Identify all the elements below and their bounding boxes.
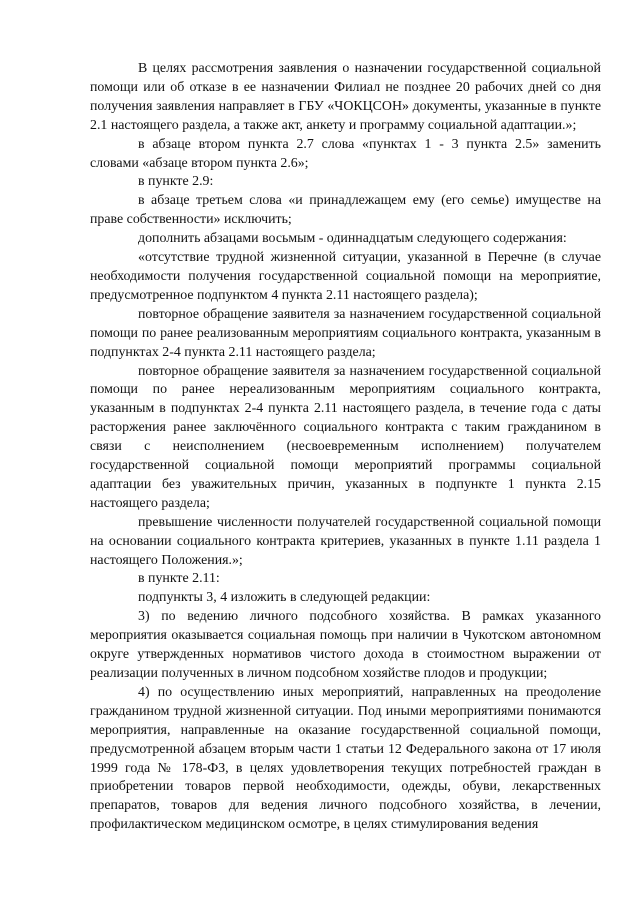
paragraph-9: превышение численности получателей государственной социальной помощи на основании социального контракта критериев, указанных в пункте 1.11 раздела 1 настоящего Положения.»; (90, 514, 601, 568)
paragraph-2: в абзаце втором пункта 2.7 слова «пунктах 1 - 3 пункта 2.5» заменить словами «абзаце втором пункта 2.6»; (90, 136, 601, 171)
paragraph-1: В целях рассмотрения заявления о назначении государственной социальной помощи или об отказе в ее назначении Филиал не позднее 20 рабочих дней со дня получения заявления направляет в ГБУ «ЧОКЦСОН» документы, указанные в пункте 2.1 настоящего раздела, а также акт, анкету и программу социальной адаптации.»; (90, 61, 601, 133)
paragraph-6: «отсутствие трудной жизненной ситуации, указанной в Перечне (в случае необходимости получения государственной социальной помощи на мероприятие, предусмотренное подпунктом 4 пункта 2.11 настоящего раздела); (90, 250, 601, 303)
paragraph-13: 4) по осуществлению иных мероприятий, направленных на преодоление гражданином трудной жизненной ситуации. Под иными мероприятиями понимаются мероприятия, направленные на оказание государственной социальной помощи, предусмотренной абзацем вторым части 1 статьи 12 Федерального закона от 17 июля 1999 года № 178-ФЗ, в целях удовлетворения текущих потребностей граждан в приобретении товаров первой необходимости, одежды, обуви, лекарственных препаратов, товаров для ведения личного подсобного хозяйства, в лечении, профилактическом медицинском осмотре, в целях стимулирования ведения (90, 684, 601, 833)
paragraph-3: в пункте 2.9: (138, 174, 214, 190)
paragraph-11: подпункты 3, 4 изложить в следующей редакции: (138, 590, 431, 606)
paragraph-4: в абзаце третьем слова «и принадлежащем ему (его семье) имуществе на праве собственности» исключить; (90, 193, 601, 228)
document-page (90, 60, 601, 835)
paragraph-12: 3) по ведению личного подсобного хозяйства. В рамках указанного мероприятия оказывается социальная помощь при наличии в Чукотском автономном округе утвержденных нормативов чистого дохода в стоимостном выражении от реализации полученных в личном подсобном хозяйстве плодов и продукции; (90, 609, 601, 681)
paragraph-7: повторное обращение заявителя за назначением государственной социальной помощи по ранее реализованным мероприятиям социального контракта, указанным в подпунктах 2-4 пункта 2.11 настоящего раздела; (90, 306, 601, 360)
paragraph-5: дополнить абзацами восьмым - одиннадцатым следующего содержания: (138, 231, 567, 247)
paragraph-8: повторное обращение заявителя за назначением государственной социальной помощи по ранее нереализованным мероприятиям социального контракта, указанным в подпунктах 2-4 пункта 2.11 настоящего раздела, в течение года с даты расторжения ранее заключённого социального контракта с таким гражданином в связи с неисполнением (несвоевременным исполнением) получателем государственной социальной помощи мероприятий программы социальной адаптации без уважительных причин, указанных в подпункте 1 пункта 2.15 настоящего раздела; (90, 363, 601, 511)
paragraph-10: в пункте 2.11: (138, 571, 220, 587)
